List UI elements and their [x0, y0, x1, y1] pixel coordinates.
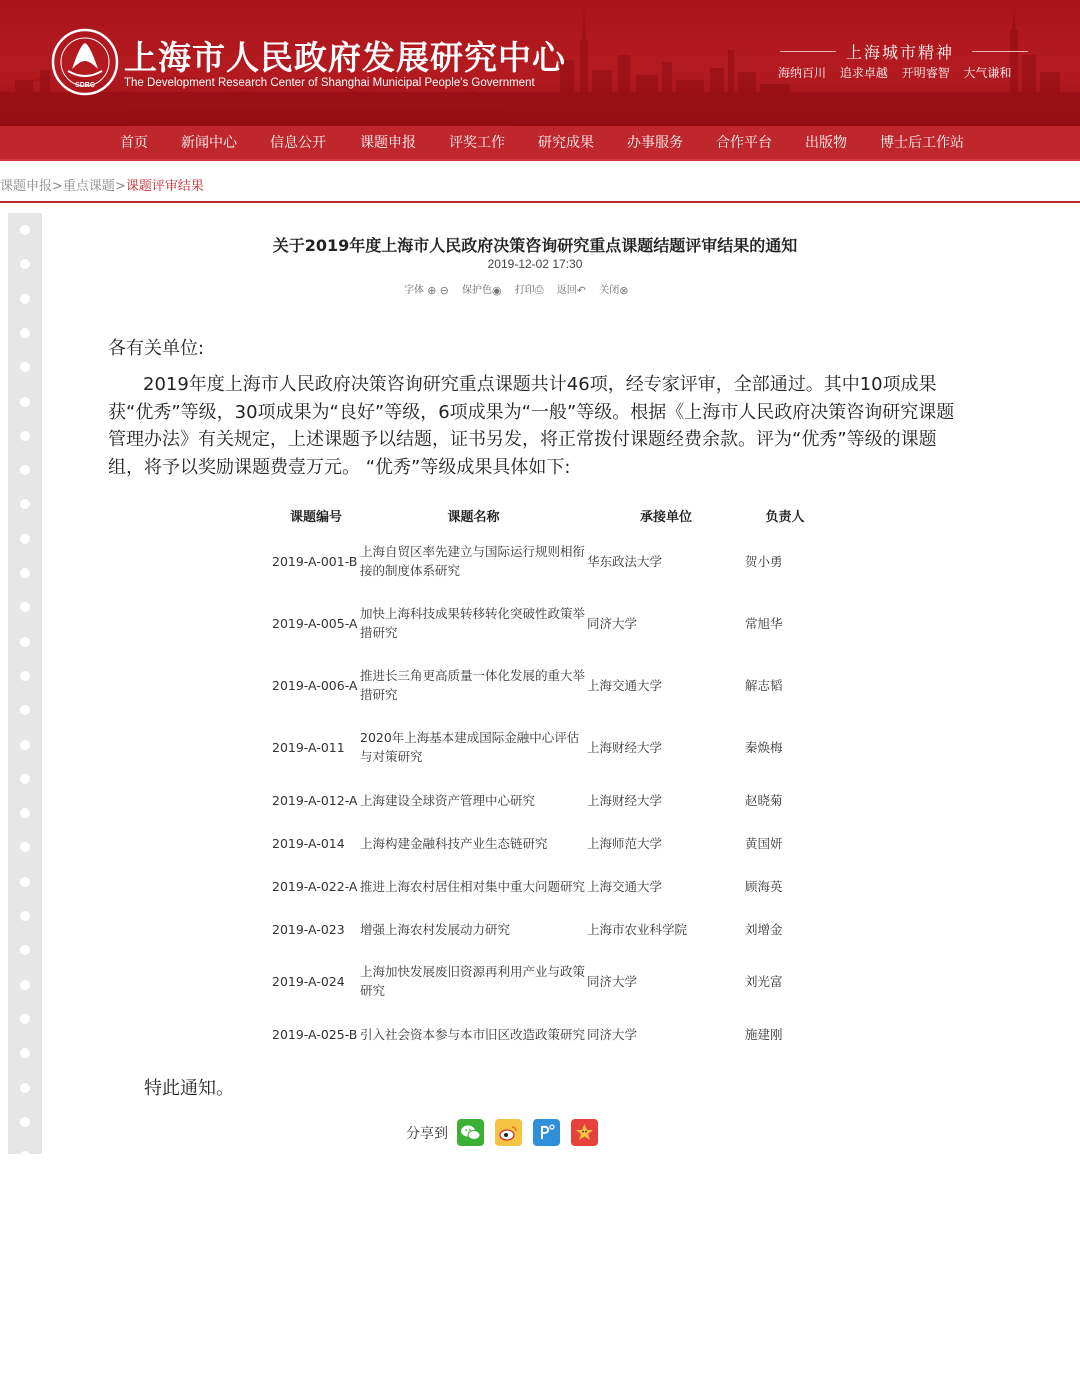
back-tool[interactable] [557, 281, 586, 297]
nav-item-awards[interactable]: 评奖工作 [449, 135, 505, 151]
article-closing: 特此通知。 [144, 1078, 234, 1099]
strip-hole [20, 945, 30, 955]
strip-hole [20, 397, 30, 407]
strip-hole [20, 534, 30, 544]
strip-hole [20, 1151, 30, 1161]
cell-code: 2019-A-025-B [272, 1026, 358, 1042]
logo-text: SDRC [75, 82, 95, 89]
article-date: 2019-12-02 17:30 [487, 257, 583, 271]
print-tool-label: 打印 [514, 285, 535, 296]
cell-leader: 解志韬 [745, 677, 783, 693]
cell-unit: 同济大学 [587, 615, 638, 631]
share-bar [406, 1119, 604, 1147]
nav-item-home[interactable]: 首页 [120, 135, 148, 151]
back-tool-label: 返回 [556, 285, 577, 296]
table-row [272, 654, 825, 716]
font-size-tool [404, 281, 449, 297]
strip-hole [20, 1083, 30, 1093]
table-row [272, 530, 825, 592]
breadcrumb-item-projects[interactable]: 课题申报 [0, 179, 53, 194]
nav-item-cooperation[interactable]: 合作平台 [716, 135, 772, 151]
back-arrow-icon: ↶ [576, 283, 587, 297]
motto-item: 开明睿智 [901, 66, 950, 80]
cell-leader: 秦焕梅 [745, 739, 783, 755]
cell-leader: 刘增金 [745, 921, 783, 937]
cell-code: 2019-A-022-A [272, 878, 358, 894]
site-header [0, 0, 1080, 126]
sdrc-logo-icon [50, 27, 120, 97]
cell-code: 2019-A-011 [272, 739, 345, 755]
cell-name: 上海构建金融科技产业生态链研究 [360, 835, 548, 851]
table-row [272, 778, 825, 822]
breadcrumb-separator: > [52, 179, 63, 194]
strip-hole [20, 1048, 30, 1058]
cell-leader: 贺小勇 [745, 553, 783, 569]
cell-code: 2019-A-006-A [272, 677, 358, 693]
strip-hole [20, 1117, 30, 1127]
site-subtitle: The Development Research Center of Shanghai Municipal People's Government [124, 77, 535, 89]
cell-leader: 赵晓菊 [745, 792, 783, 808]
strip-hole [20, 431, 30, 441]
spirit-divider-left [780, 51, 836, 52]
cell-unit: 上海财经大学 [587, 792, 663, 808]
motto-item: 大气谦和 [963, 66, 1012, 80]
print-tool[interactable] [515, 281, 544, 297]
nav-item-info[interactable]: 信息公开 [270, 135, 326, 151]
header-code: 课题编号 [289, 509, 342, 525]
protect-color-tool[interactable] [462, 281, 502, 297]
breadcrumb-item-key-projects[interactable]: 重点课题 [62, 179, 115, 194]
table-row [272, 592, 825, 654]
strip-hole [20, 1014, 30, 1024]
cell-unit: 上海市农业科学院 [587, 921, 688, 937]
spirit-divider-right [972, 51, 1028, 52]
strip-hole [20, 602, 30, 612]
cell-name: 上海加快发展废旧资源再利用产业与政策研究 [360, 964, 586, 998]
strip-hole [20, 294, 30, 304]
table-row [272, 822, 825, 864]
cell-name: 推进上海农村居住相对集中重大问题研究 [360, 878, 586, 894]
cell-name: 加快上海科技成果转移转化突破性政策举措研究 [360, 606, 586, 640]
article-toolbar [404, 281, 638, 295]
cell-code: 2019-A-014 [272, 835, 345, 851]
cell-name: 推进长三角更高质量一体化发展的重大举措研究 [360, 668, 586, 702]
weibo-share-icon[interactable] [495, 1119, 522, 1146]
strip-hole [20, 740, 30, 750]
cell-code: 2019-A-005-A [272, 615, 358, 631]
printer-icon: ⎙ [534, 283, 544, 296]
cell-code: 2019-A-012-A [272, 792, 358, 808]
strip-hole [20, 980, 30, 990]
zoom-out-icon[interactable]: ⊖ [439, 283, 449, 297]
breadcrumb [0, 175, 204, 194]
breadcrumb-current[interactable]: 课题评审结果 [125, 179, 204, 194]
cell-leader: 顾海英 [745, 878, 783, 894]
zoom-in-icon[interactable]: ⊕ [427, 283, 437, 297]
table-row [272, 950, 825, 1012]
strip-hole [20, 808, 30, 818]
strip-hole [20, 568, 30, 578]
strip-hole [20, 328, 30, 338]
strip-hole [20, 637, 30, 647]
wechat-share-icon[interactable] [457, 1119, 484, 1146]
article-greeting: 各有关单位: [108, 338, 205, 359]
close-tool-label: 关闭 [599, 285, 620, 296]
header-unit: 承接单位 [639, 509, 692, 525]
decorative-side-strip [8, 213, 42, 1154]
article-title: 关于2019年度上海市人民政府决策咨询研究重点课题结题评审结果的通知 [272, 236, 798, 255]
cell-unit: 上海师范大学 [587, 835, 663, 851]
breadcrumb-separator: > [114, 179, 126, 194]
cell-leader: 黄国妍 [745, 835, 783, 851]
close-tool[interactable] [599, 281, 628, 297]
strip-hole [20, 671, 30, 681]
table-row [272, 1012, 825, 1056]
table-body [272, 530, 825, 1056]
nav-item-services[interactable]: 办事服务 [627, 135, 683, 151]
share-label: 分享到 [406, 1125, 448, 1142]
cell-unit: 同济大学 [587, 973, 638, 989]
strip-hole [20, 877, 30, 887]
breadcrumb-divider [0, 201, 1080, 203]
qq-share-icon[interactable] [571, 1119, 598, 1146]
strip-hole [20, 465, 30, 475]
strip-hole [20, 911, 30, 921]
table-header-row [272, 500, 825, 530]
site-title[interactable]: 上海市人民政府发展研究中心 [124, 38, 566, 77]
article-paragraph: 2019年度上海市人民政府决策咨询研究重点课题共计46项，经专家评审，全部通过。其中10项成果获“优秀”等级，30项成果为“良好”等级，6项成果为“一般”等级。根据《上海市人民政府决策咨询研究课题管理办法》有关规定，上述课题予以结题，证书另发，将正常拨付课题经费余款。评为“优秀”等级的课题组，将予以奖励课题费壹万元。 “优秀”等级成果具体如下: [108, 374, 955, 478]
cell-name: 上海建设全球资产管理中心研究 [360, 792, 536, 808]
strip-hole [20, 842, 30, 852]
protect-tool-label: 保护色 [462, 285, 492, 296]
table-row [272, 908, 825, 950]
cell-code: 2019-A-023 [272, 921, 345, 937]
close-icon: ⊗ [619, 283, 629, 297]
cell-code: 2019-A-024 [272, 973, 345, 989]
cell-leader: 施建刚 [745, 1026, 783, 1042]
nav-item-publications[interactable]: 出版物 [805, 135, 847, 151]
cell-name: 上海自贸区率先建立与国际运行规则相衔接的制度体系研究 [360, 544, 586, 578]
city-spirit-title: 上海城市精神 [846, 43, 955, 62]
cell-leader: 常旭华 [745, 615, 783, 631]
nav-item-research[interactable]: 研究成果 [538, 135, 594, 151]
font-tool-label: 字体 [404, 285, 424, 296]
city-spirit-motto [778, 64, 1038, 81]
cell-name: 增强上海农村发展动力研究 [360, 921, 511, 937]
cell-unit: 上海交通大学 [587, 677, 663, 693]
strip-hole [20, 362, 30, 372]
header-leader: 负责人 [765, 509, 805, 525]
cell-name: 2020年上海基本建成国际金融中心评估与对策研究 [360, 730, 580, 764]
nav-item-projects[interactable]: 课题申报 [360, 135, 416, 151]
cell-leader: 刘光富 [745, 973, 783, 989]
cell-unit: 同济大学 [587, 1026, 638, 1042]
strip-hole [20, 774, 30, 784]
table-row [272, 864, 825, 908]
qzone-share-icon[interactable] [533, 1119, 560, 1146]
cell-name: 引入社会资本参与本市旧区改造政策研究 [360, 1026, 586, 1042]
excellent-results-table [272, 500, 825, 1056]
strip-hole [20, 499, 30, 509]
table-row [272, 716, 825, 778]
strip-hole [20, 705, 30, 715]
cell-code: 2019-A-001-B [272, 553, 358, 569]
main-nav [0, 126, 1080, 161]
cell-unit: 华东政法大学 [587, 553, 663, 569]
nav-item-news[interactable]: 新闻中心 [181, 135, 237, 151]
eye-icon: ◉ [492, 283, 502, 297]
motto-item: 追求卓越 [839, 66, 888, 80]
cell-unit: 上海交通大学 [587, 878, 663, 894]
header-name: 课题名称 [447, 509, 500, 525]
motto-item: 海纳百川 [778, 66, 827, 80]
cell-unit: 上海财经大学 [587, 739, 663, 755]
nav-item-postdoc[interactable]: 博士后工作站 [880, 135, 964, 151]
